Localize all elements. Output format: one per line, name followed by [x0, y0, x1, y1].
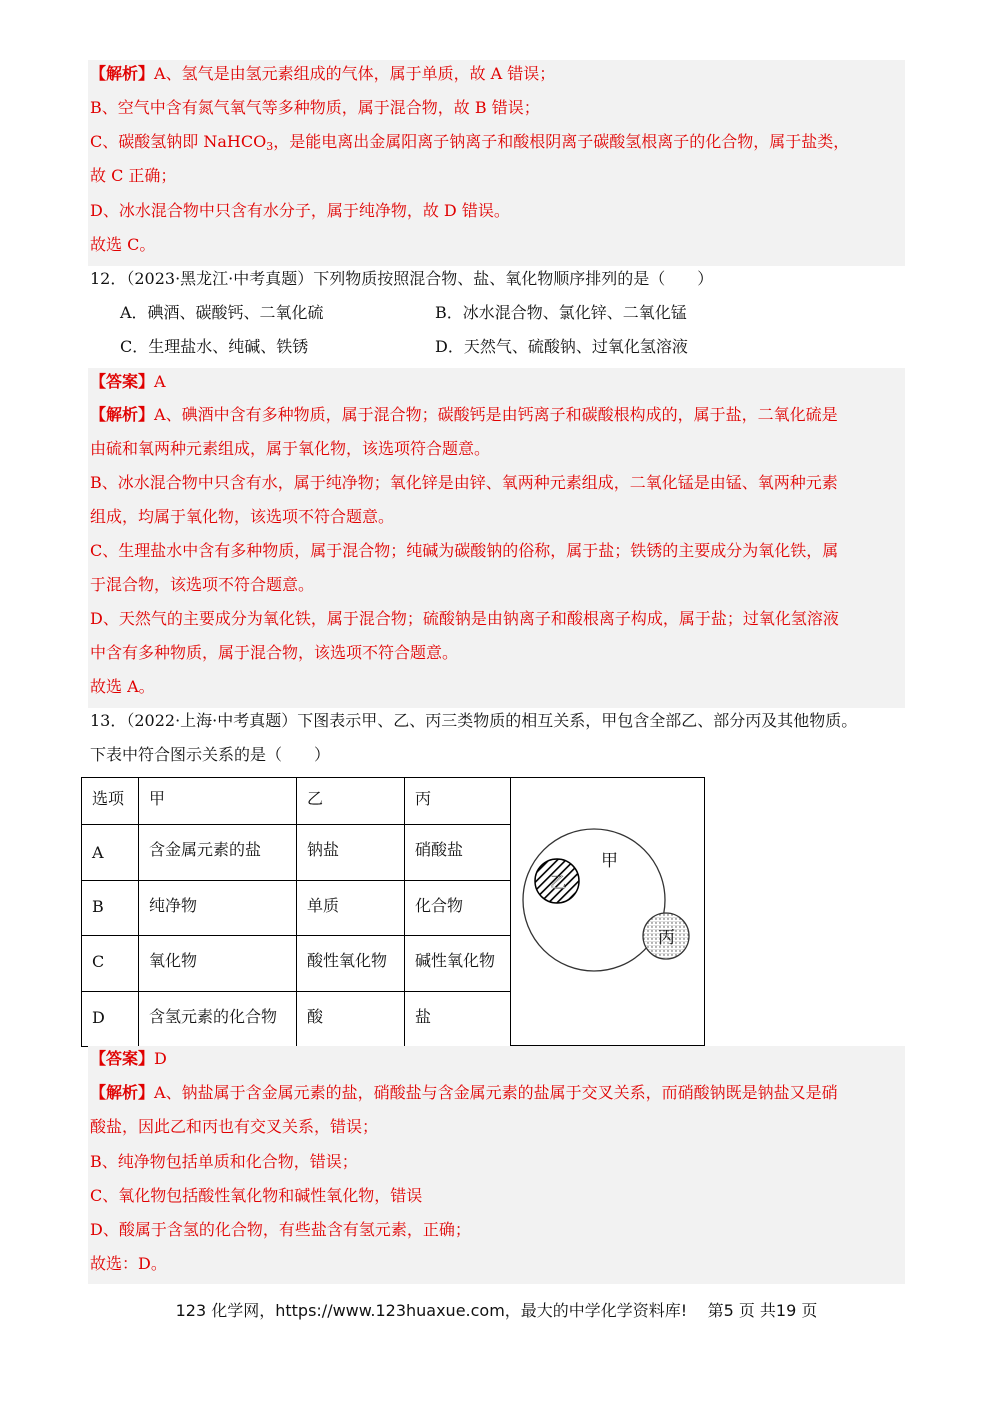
- q12-analysis-line-9: 故选 A。: [90, 677, 155, 696]
- table-header-cell: 丙: [405, 778, 512, 825]
- table-cell: C: [82, 936, 139, 992]
- table-cell: 钠盐: [297, 825, 405, 881]
- table-header-cell: 甲: [139, 778, 297, 825]
- table-cell: 单质: [297, 881, 405, 936]
- table-row: [82, 936, 512, 992]
- jia-label: 甲: [601, 851, 618, 871]
- table-cell: 酸性氧化物: [297, 936, 405, 992]
- q13-analysis-line-2: 酸盐，因此乙和丙也有交叉关系，错误；: [90, 1117, 379, 1136]
- table-cell: 硝酸盐: [405, 825, 512, 881]
- q12-analysis-line-7: D、天然气的主要成分为氧化铁，属于混合物；硫酸钠是由钠离子和酸根离子构成，属于盐；过氧化氢溶液: [90, 609, 839, 628]
- q12-option-d: D．天然气、硫酸钠、过氧化氢溶液: [435, 337, 688, 356]
- q11-analysis-line-3: C、碳酸氢钠即 NaHCO$_3$，是能电离出金属阳离子钠离子和酸根阴离子碳酸氢根离子的化合物，属于盐类，: [90, 132, 850, 153]
- page-number: 第5 页 共19 页: [707, 1301, 818, 1320]
- table-row: [82, 825, 512, 881]
- table-cell: 氧化物: [139, 936, 297, 992]
- table-header-cell: 乙: [297, 778, 405, 825]
- table-cell: B: [82, 881, 139, 936]
- venn-diagram: [511, 778, 704, 1045]
- table-header-cell: 选项: [82, 778, 139, 825]
- table-cell: 纯净物: [139, 881, 297, 936]
- q11-analysis-line-5: D、冰水混合物中只含有水分子，属于纯净物，故 D 错误。: [90, 201, 510, 220]
- table-cell: D: [82, 992, 139, 1047]
- q12-analysis-line-3: B、冰水混合物中只含有水，属于纯净物；氧化锌是由锌、氧两种元素组成，二氧化锰是由锰、氧两种元素: [90, 473, 838, 492]
- table-cell: 酸: [297, 992, 405, 1047]
- q12-analysis-line-6: 于混合物，该选项不符合题意。: [90, 575, 315, 594]
- q12-option-a: A．碘酒、碳酸钙、二氧化硫: [120, 303, 324, 322]
- q11-analysis-line-4: 故 C 正确；: [90, 166, 177, 185]
- q11-analysis-line-2: B、空气中含有氮气氧气等多种物质，属于混合物，故 B 错误；: [90, 98, 540, 117]
- table-cell: 含金属元素的盐: [139, 825, 297, 881]
- q13-analysis-line-4: C、氧化物包括酸性氧化物和碱性氧化物，错误: [90, 1186, 423, 1205]
- q13-options-table: [81, 777, 512, 1047]
- table-row: [82, 992, 512, 1047]
- table-cell: 盐: [405, 992, 512, 1047]
- q13-analysis-line-5: D、酸属于含氢的化合物，有些盐含有氢元素，正确；: [90, 1220, 471, 1239]
- yi-label: 乙: [550, 873, 567, 892]
- table-header-row: [82, 778, 512, 825]
- footer-site-link[interactable]: 123 化学网，https://www.123huaxue.com，最大的中学化学资料库!: [175, 1301, 688, 1320]
- table-row: [82, 881, 512, 936]
- q12-analysis-line-1: 【解析】A、碘酒中含有多种物质，属于混合物；碳酸钙是由钙离子和碳酸根构成的，属于盐，二氧化硫是: [90, 405, 838, 424]
- table-cell: 含氢元素的化合物: [139, 992, 297, 1047]
- venn-diagram-cell: [510, 777, 705, 1046]
- bing-label: 丙: [658, 928, 675, 948]
- q13-analysis-line-3: B、纯净物包括单质和化合物，错误；: [90, 1152, 358, 1171]
- table-cell: 化合物: [405, 881, 512, 936]
- q13-analysis-line-1: 【解析】A、钠盐属于含金属元素的盐，硝酸盐与含金属元素的盐属于交叉关系，而硝酸钠既是钠盐又是硝: [90, 1083, 838, 1102]
- table-cell: 碱性氧化物: [405, 936, 512, 992]
- q12-answer: 【答案】A: [90, 372, 166, 391]
- q13-stem-line-2: 下表中符合图示关系的是（ ）: [90, 745, 331, 764]
- q13-stem-line-1: 13．（2022·上海·中考真题）下图表示甲、乙、丙三类物质的相互关系，甲包含全部乙、部分丙及其他物质。: [90, 711, 858, 730]
- q12-stem: 12．（2023·黑龙江·中考真题）下列物质按照混合物、盐、氧化物顺序排列的是（ ）: [90, 269, 714, 288]
- q12-option-c: C．生理盐水、纯碱、铁锈: [120, 337, 309, 356]
- q11-analysis-block: [88, 60, 905, 266]
- q12-option-b: B．冰水混合物、氯化锌、二氧化锰: [435, 303, 687, 322]
- jia-circle: [523, 829, 665, 971]
- page-footer: [0, 1298, 993, 1321]
- q12-analysis-line-8: 中含有多种物质，属于混合物，该选项不符合题意。: [90, 643, 459, 662]
- q13-analysis-line-6: 故选：D。: [90, 1254, 167, 1273]
- q12-analysis-line-5: C、生理盐水中含有多种物质，属于混合物；纯碱为碳酸钠的俗称，属于盐；铁锈的主要成分为氧化铁，属: [90, 541, 839, 560]
- table-cell: A: [82, 825, 139, 881]
- q12-analysis-line-4: 组成，均属于氧化物，该选项不符合题意。: [90, 507, 395, 526]
- q12-analysis-line-2: 由硫和氧两种元素组成，属于氧化物，该选项符合题意。: [90, 439, 491, 458]
- q13-answer: 【答案】D: [90, 1049, 167, 1068]
- q11-analysis-line-1: 【解析】A、氢气是由氢元素组成的气体，属于单质，故 A 错误；: [90, 64, 556, 83]
- q11-analysis-line-6: 故选 C。: [90, 235, 156, 254]
- analysis-label: 【解析】: [90, 64, 155, 83]
